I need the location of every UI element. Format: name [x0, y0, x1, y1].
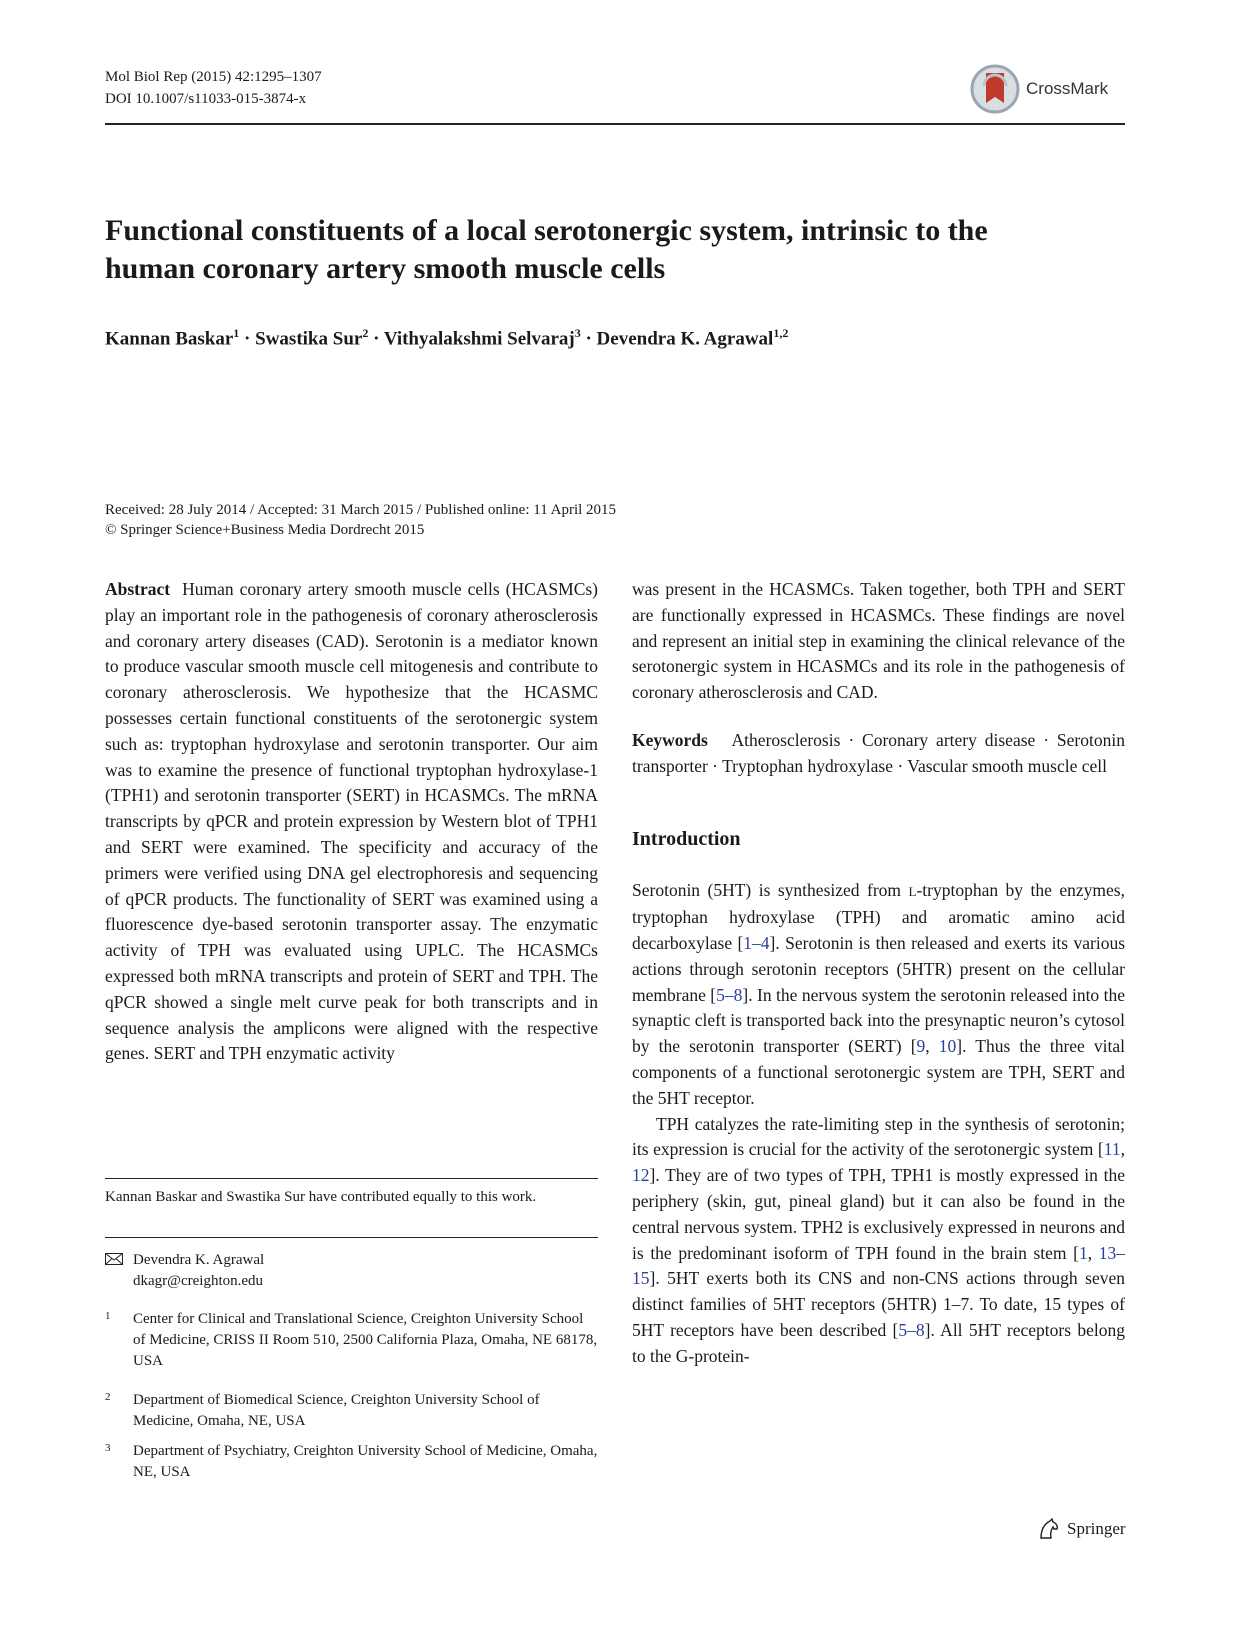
text-run: ]. Serotonin is then released and exerts its various actions through serotonin receptors (5HTR) present on the cellular membrane [ [632, 932, 1125, 1005]
text-run: , [1120, 1139, 1125, 1160]
citation-link[interactable]: 5–8 [716, 984, 743, 1005]
author-affiliation-mark: 1,2 [773, 326, 789, 340]
author-separator: · [368, 328, 384, 350]
citation-link[interactable]: 10 [938, 1036, 957, 1057]
right-column [632, 577, 1125, 1370]
journal-citation [105, 66, 322, 110]
doi[interactable]: DOI 10.1007/s11033-015-3874-x [105, 91, 307, 107]
citation-link[interactable]: 11 [1103, 1139, 1121, 1160]
crossmark-label: CrossMark [1026, 79, 1109, 98]
text-run: ]. 5HT exerts both its CNS and non-CNS actions through seven distinct families of 5HT receptors (5HTR) 1–7. To date, 15 types of 5HT receptors have been described [ [632, 1268, 1125, 1340]
publication-dates [105, 500, 616, 540]
intro-paragraph-1 [632, 878, 1125, 1111]
text-run: ]. All 5HT receptors belong to the G-protein- [632, 1319, 1125, 1366]
author-name[interactable]: Devendra K. Agrawal [596, 328, 774, 350]
citation-link[interactable]: 5–8 [898, 1319, 925, 1340]
affiliation-number: 2 [105, 1391, 111, 1403]
author-separator: · [239, 328, 256, 350]
text-run: , [925, 1036, 939, 1057]
text-run: ]. In the nervous system the serotonin released into the synaptic cleft is transported back into the presynaptic neuron’s cytosol by the serotonin transporter (SERT) [ [632, 984, 1126, 1057]
author-name[interactable]: Kannan Baskar [105, 328, 234, 350]
affiliation-2 [105, 1390, 598, 1432]
publisher-logo [1037, 1518, 1126, 1540]
section-heading-introduction: Introduction [632, 827, 741, 850]
publisher-name: Springer [1067, 1519, 1126, 1538]
copyright: © Springer Science+Business Media Dordrecht 2015 [105, 522, 425, 538]
corresponding-details [133, 1250, 264, 1292]
text-run: ]. Thus the three vital components of a functional serotonergic system are TPH, SERT and the 5HT receptor. [632, 1036, 1126, 1108]
envelope-icon [105, 1253, 123, 1265]
footnote-rule [105, 1237, 598, 1238]
author-separator: · [580, 328, 597, 350]
contribution-note: Kannan Baskar and Swastika Sur have contributed equally to this work. [105, 1189, 537, 1205]
left-column [105, 577, 598, 1067]
corresponding-name: Devendra K. Agrawal [133, 1252, 265, 1268]
abstract-label: Abstract [105, 579, 171, 599]
small-caps-L: L [908, 884, 917, 900]
affiliation-number: 3 [105, 1442, 111, 1454]
history-dates: Received: 28 July 2014 / Accepted: 31 March 2015 / Published online: 11 April 2015 [105, 502, 617, 518]
affiliation-3 [105, 1441, 598, 1483]
citation-link[interactable]: 13–15 [632, 1242, 1126, 1289]
author-affiliation-mark: 3 [574, 326, 581, 340]
text-run: Serotonin (5HT) is synthesized from [632, 880, 909, 901]
keywords-label: Keywords [632, 729, 708, 750]
author-affiliation-mark: 2 [362, 326, 369, 340]
intro-paragraph-2 [632, 1112, 1125, 1370]
abstract [105, 577, 598, 1067]
journal-volume-pages: Mol Biol Rep (2015) 42:1295–1307 [105, 69, 322, 85]
abstract-text-part1: Human coronary artery smooth muscle cells (HCASMCs) play an important role in the pathogenesis of coronary atherosclerosis and coronary artery diseases (CAD). Serotonin is a mediator known to produce vascular smooth muscle cell mitogenesis and contribute to coronary atherosclerosis. We hypothesize that the HCASMC possesses certain functional constituents of the serotonergic system such as: tryptophan hydroxylase and serotonin transporter. Our aim was to examine the presence of functional tryptophan hydroxylase-1 (TPH1) and serotonin transporter (SERT) in HCASMCs. The mRNA transcripts by qPCR and protein expression by Western blot of TPH1 and SERT were examined. The specificity and accuracy of the primers were verified using DNA gel electrophoresis and sequencing of qPCR products. The functionality of SERT was examined using a fluorescence dye-based serotonin transporter assay. The enzymatic activity of TPH was evaluated using UPLC. The HCASMCs expressed both mRNA transcripts and protein of SERT and TPH. The qPCR showed a single melt curve peak for both transcripts and in sequence analysis the amplicons were aligned with the respective genes. SERT and TPH enzymatic activity [105, 579, 598, 1064]
text-run: -tryptophan by the enzymes, tryptophan hydroxylase (TPH) and aromatic amino acid decarboxylase [ [632, 880, 1125, 953]
springer-horse-icon [1037, 1518, 1061, 1540]
affiliation-text: Department of Biomedical Science, Creighton University School of Medicine, Omaha, NE, USA [133, 1392, 540, 1429]
citation-link[interactable]: 9 [916, 1036, 926, 1057]
abstract-continued: was present in the HCASMCs. Taken together, both TPH and SERT are functionally expressed in HCASMCs. These findings are novel and represent an initial step in examining the clinical relevance of the serotonergic system in HCASMCs and its role in the pathogenesis of coronary atherosclerosis and CAD. [632, 579, 1125, 703]
citation-link[interactable]: 12 [632, 1165, 650, 1186]
crossmark-badge[interactable] [970, 60, 1125, 118]
footnote-rule [105, 1178, 598, 1179]
affiliation-text: Center for Clinical and Translational Science, Creighton University School of Medicine, CRISS II Room 510, 2500 California Plaza, Omaha, NE 68178, USA [133, 1311, 598, 1369]
affiliation-number: 1 [105, 1310, 111, 1322]
corresponding-author [105, 1250, 264, 1292]
affiliation-1 [105, 1309, 598, 1372]
author-name[interactable]: Swastika Sur [255, 328, 363, 350]
citation-link[interactable]: 1 [1078, 1242, 1088, 1263]
citation-link[interactable]: 1–4 [743, 932, 770, 953]
corresponding-email[interactable]: dkagr@creighton.edu [133, 1273, 264, 1289]
text-run: ]. They are of two types of TPH, TPH1 is mostly expressed in the periphery (skin, gut, pineal gland) but it can also be found in the central nervous system. TPH2 is exclusively expressed in neurons and is the predominant isoform of TPH found in the brain stem [ [632, 1165, 1125, 1263]
text-run: , [1087, 1242, 1099, 1263]
keywords-text: Atherosclerosis · Coronary artery disease · Serotonin transporter · Tryptophan hydroxylase · Vascular smooth muscle cell [632, 729, 1125, 776]
author-affiliation-mark: 1 [233, 326, 240, 340]
affiliation-text: Department of Psychiatry, Creighton University School of Medicine, Omaha, NE, USA [133, 1443, 598, 1480]
article-title: Functional constituents of a local serotonergic system, intrinsic to the human coronary artery smooth muscle cells [105, 214, 988, 285]
keywords [632, 728, 1125, 780]
author-list [105, 326, 788, 350]
crossmark-icon [970, 64, 1020, 114]
author-name[interactable]: Vithyalakshmi Selvaraj [383, 328, 575, 350]
text-run: TPH catalyzes the rate-limiting step in the synthesis of serotonin; its expression is crucial for the activity of the serotonergic system [ [632, 1113, 1125, 1160]
header-rule [105, 123, 1125, 125]
